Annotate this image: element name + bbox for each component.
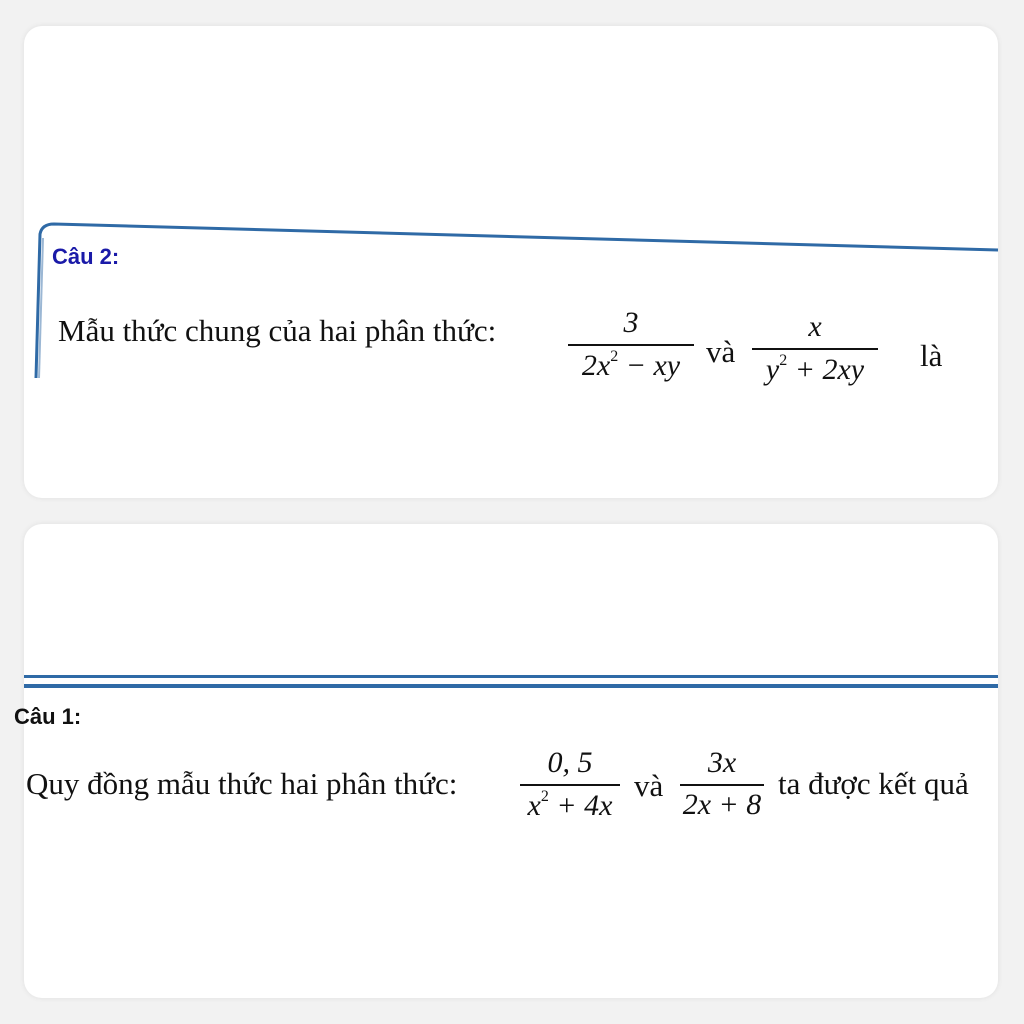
question-2-label: Câu 2: [52,244,120,269]
question-1-suffix: ta được kết quả [778,766,969,801]
fraction-denominator: 2x + 8 [682,788,762,821]
question-1-text: Quy đồng mẫu thức hai phân thức: [26,766,458,801]
question-2-text: Mẫu thức chung của hai phân thức: [58,313,497,348]
question-2-frame [24,26,998,498]
question-card-2 [24,26,998,498]
question-2-connector: và [706,334,736,369]
question-2-suffix: là [920,338,943,373]
fraction-numerator: x [752,310,878,350]
question-2-fraction-1 [568,306,694,383]
question-card-1 [14,524,998,998]
fraction-numerator: 3 [568,306,694,346]
question-1-label: Câu 1: [14,704,82,729]
fraction-numerator: 0, 5 [520,746,620,786]
fraction-denominator: $y^2 + 2xy$ [765,352,865,386]
question-1-connector: và [634,768,664,803]
fraction-numerator: 3x [680,746,764,786]
question-1-fraction-1 [520,746,620,823]
question-1-rule-under [24,684,998,688]
question-1-fraction-2 [680,746,764,822]
question-1-rule [24,675,998,678]
fraction-denominator: $x^2 + 4x$ [527,788,613,822]
question-2-fraction-2 [752,310,878,387]
fraction-denominator: $2x^2$ − xy [581,348,681,382]
